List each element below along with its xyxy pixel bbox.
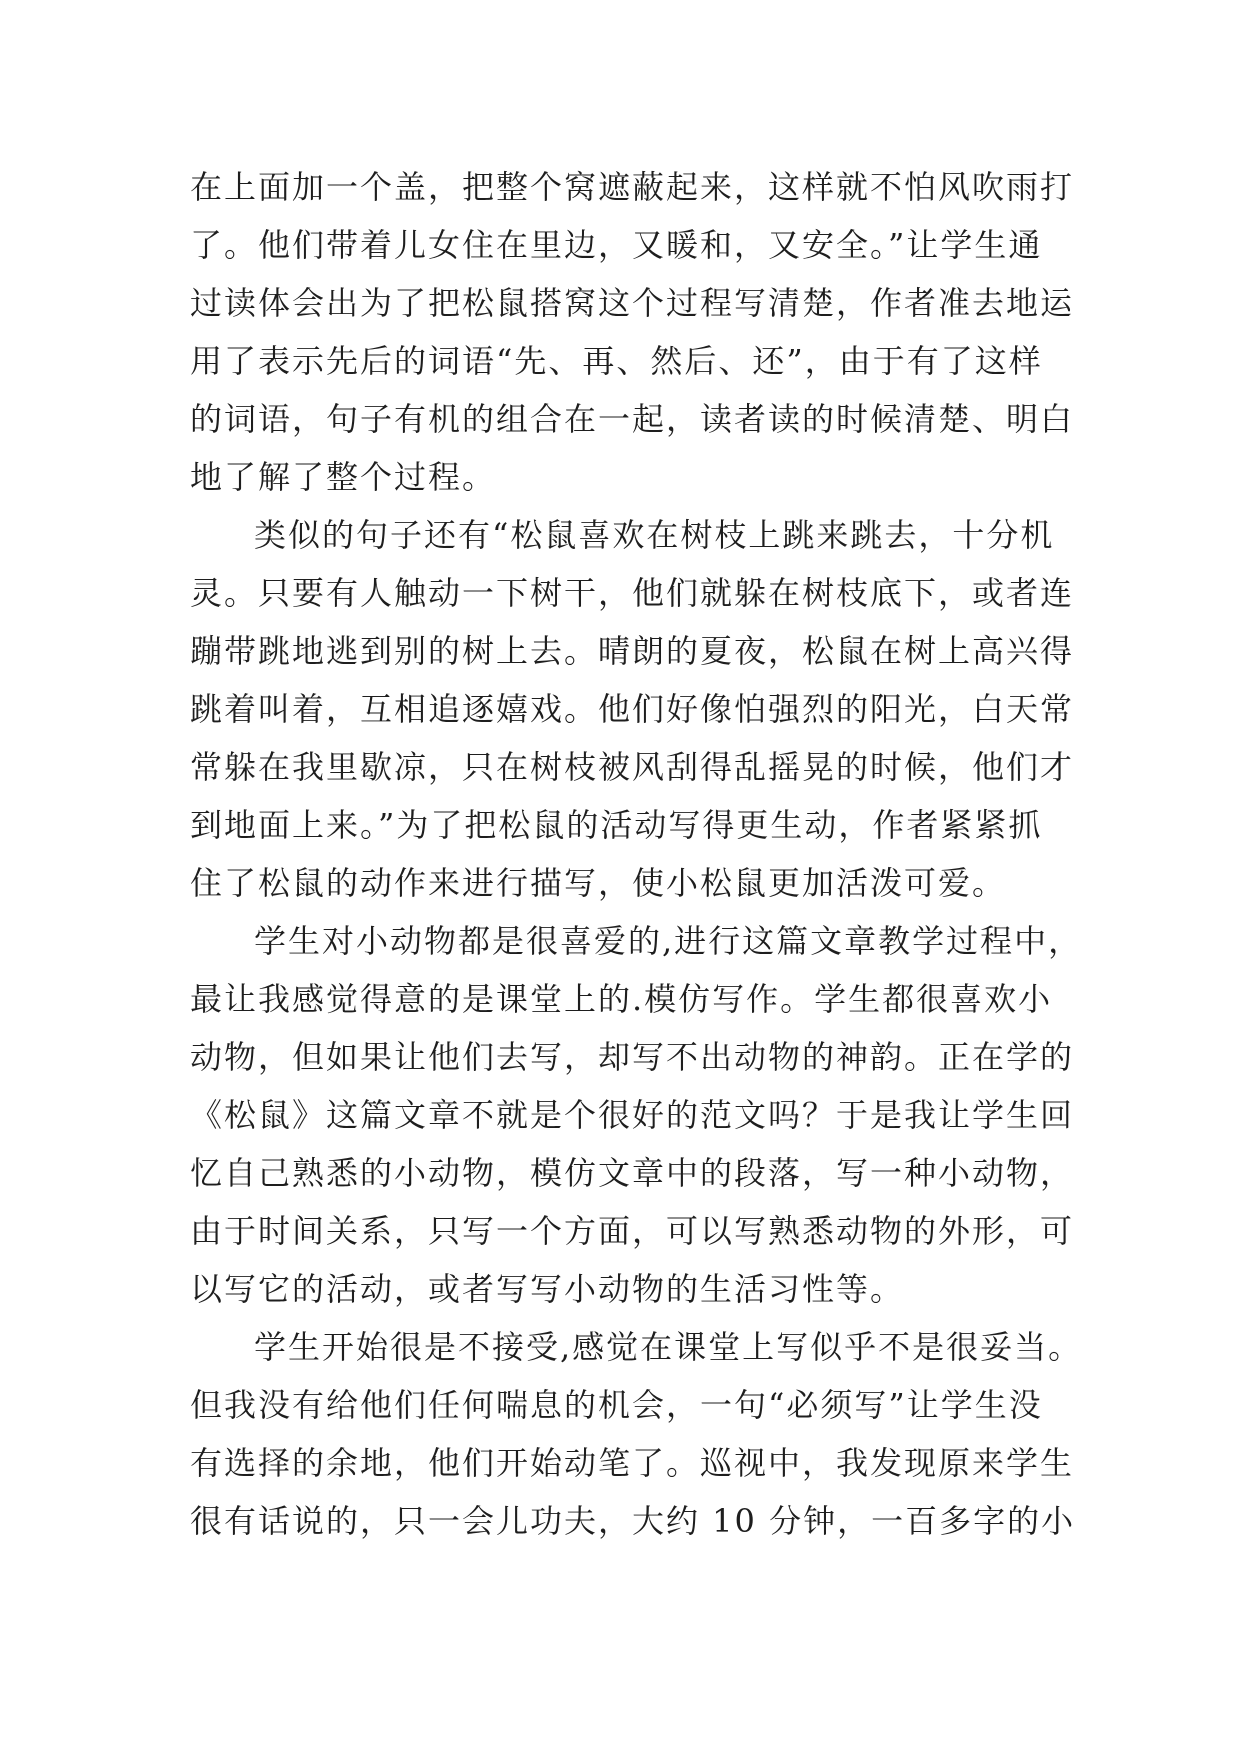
text-line: 在上面加一个盖，把整个窝遮蔽起来，这样就不怕风吹雨打 bbox=[190, 168, 1075, 206]
text-line: 学生对小动物都是很喜爱的,进行这篇文章教学过程中， bbox=[254, 922, 1083, 960]
text-line: 到地面上来。”为了把松鼠的活动写得更生动，作者紧紧抓 bbox=[190, 806, 1043, 844]
text-line: 住了松鼠的动作来进行描写，使小松鼠更加活泼可爱。 bbox=[190, 864, 1007, 902]
text-line: 但我没有给他们任何喘息的机会，一句“必须写”让学生没 bbox=[190, 1386, 1043, 1424]
text-line: 类似的句子还有“松鼠喜欢在树枝上跳来跳去，十分机 bbox=[254, 516, 1055, 554]
text-line: 很有话说的，只一会儿功夫，大约 10 分钟，一百多字的小 bbox=[190, 1502, 1076, 1540]
text-line: 学生开始很是不接受,感觉在课堂上写似乎不是很妥当。 bbox=[254, 1328, 1083, 1366]
text-line: 过读体会出为了把松鼠搭窝这个过程写清楚，作者准去地运 bbox=[190, 284, 1075, 322]
text-line: 的词语，句子有机的组合在一起，读者读的时候清楚、明白 bbox=[190, 400, 1075, 438]
text-line: 由于时间关系，只写一个方面，可以写熟悉动物的外形，可 bbox=[190, 1212, 1075, 1250]
text-line: 以写它的活动，或者写写小动物的生活习性等。 bbox=[190, 1270, 905, 1308]
text-line: 跳着叫着，互相追逐嬉戏。他们好像怕强烈的阳光，白天常 bbox=[190, 690, 1075, 728]
text-line: 灵。只要有人触动一下树干，他们就躲在树枝底下，或者连 bbox=[190, 574, 1075, 612]
text-line: 有选择的余地，他们开始动笔了。巡视中，我发现原来学生 bbox=[190, 1444, 1075, 1482]
text-line: 地了解了整个过程。 bbox=[190, 458, 497, 496]
text-line: 了。他们带着儿女住在里边，又暖和，又安全。”让学生通 bbox=[190, 226, 1043, 264]
text-line: 动物，但如果让他们去写，却写不出动物的神韵。正在学的 bbox=[190, 1038, 1075, 1076]
text-line: 常躲在我里歇凉，只在树枝被风刮得乱摇晃的时候，他们才 bbox=[190, 748, 1075, 786]
text-line: 蹦带跳地逃到别的树上去。晴朗的夏夜，松鼠在树上高兴得 bbox=[190, 632, 1075, 670]
text-line: 用了表示先后的词语“先、再、然后、还”，由于有了这样 bbox=[190, 342, 1043, 380]
text-line: 《松鼠》这篇文章不就是个很好的范文吗？于是我让学生回 bbox=[190, 1096, 1075, 1134]
document-body bbox=[190, 158, 1083, 1550]
text-line: 最让我感觉得意的是课堂上的.模仿写作。学生都很喜欢小 bbox=[190, 980, 1053, 1018]
text-line: 忆自己熟悉的小动物，模仿文章中的段落，写一种小动物， bbox=[190, 1154, 1075, 1192]
